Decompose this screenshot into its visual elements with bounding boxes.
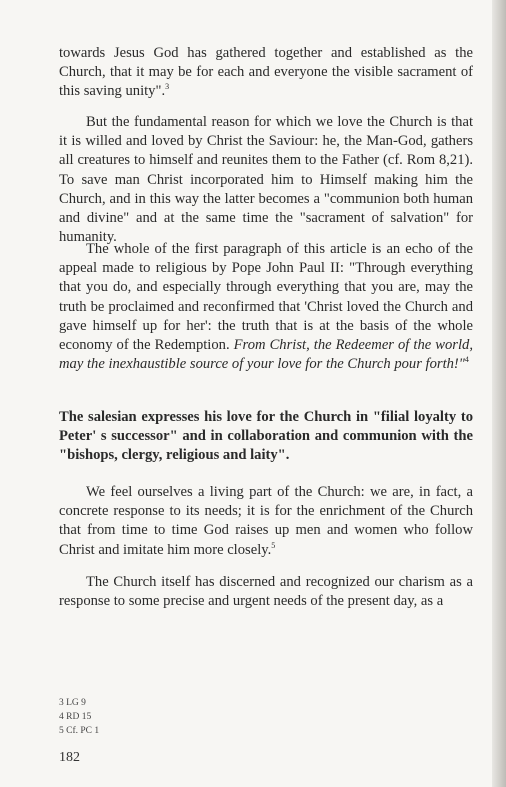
binding-edge xyxy=(492,0,506,787)
paragraph-1 xyxy=(59,44,473,102)
footnote-4: 4 RD 15 xyxy=(59,712,92,722)
footnote-ref-5: 5 xyxy=(271,540,276,550)
paragraph-5-text: We feel ourselves a living part of the Church: we are, in fact, a concrete response to its needs; it is for the enrichment of the Church that from time to time God raises up men and women who follow Christ and imitate him more closely. xyxy=(59,484,473,558)
paragraph-6: The Church itself has discerned and recognized our charism as a response to some precise and urgent needs of the present day, as a xyxy=(59,574,473,610)
paragraph-5 xyxy=(59,483,473,560)
footnote-ref-3: 3 xyxy=(165,82,170,92)
paragraph-2: But the fundamental reason for which we love the Church is that it is willed and loved by Christ the Saviour: he, the Man-God, gathers all creatures to himself and reunites them to the Father (cf. Rom 8,21). To save man Christ incorporated him to Himself making him the Church, and in this way the latter becomes a "communion both human and divine" and at the same time the "sacrament of salvation" for humanity. xyxy=(59,114,473,246)
page-number: 182 xyxy=(59,750,80,765)
paragraph-3-italic-quote: From Christ, the Redeemer of the world, may the inexhaustible source of your love for the Church pour forth!" xyxy=(59,337,473,373)
footnote-3: 3 LG 9 xyxy=(59,698,86,708)
paragraph-1-text: towards Jesus God has gathered together and established as the Church, that it may be for each and everyone the visible sacrament of this saving unity". xyxy=(59,45,473,100)
paragraph-4-bold: The salesian expresses his love for the Church in "filial loyalty to Peter' s successor" and in collaboration and communion with the "bishops, clergy, religious and laity". xyxy=(59,409,473,464)
paragraph-3-text: The whole of the first paragraph of this article is an echo of the appeal made to religious by Pope John Paul II: "Through everything that you do, and especially through everything that you are, may the truth be proclaimed and reconfirmed that 'Christ loved the Church and gave himself up for her': the truth that is at the basis of the whole economy of the Redemption. xyxy=(59,241,473,354)
footnotes xyxy=(59,696,99,738)
paragraph-3 xyxy=(59,240,473,374)
footnote-5: 5 Cf. PC 1 xyxy=(59,726,100,736)
footnote-ref-4: 4 xyxy=(464,355,469,365)
